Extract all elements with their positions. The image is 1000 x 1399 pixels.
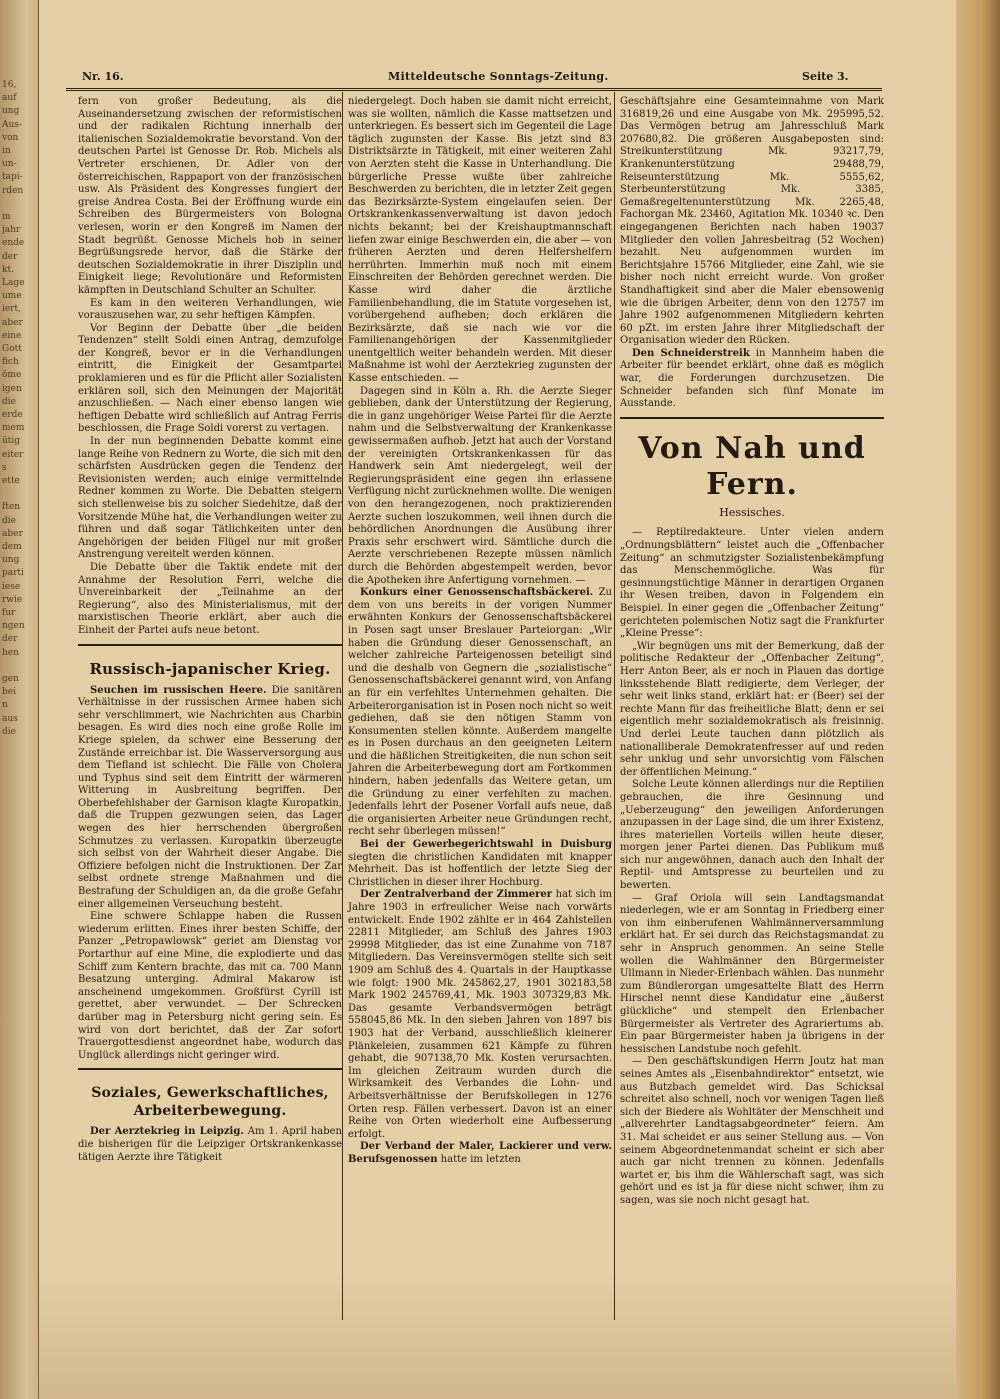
article-text (78, 1126, 342, 1164)
article-body: hatte im letzten (440, 1153, 521, 1165)
gutter-fragment: mem (2, 423, 25, 434)
gutter-fragment: m (2, 212, 11, 222)
gutter-fragment: der (2, 634, 18, 645)
article-body: hat sich im Jahre 1903 in erfreulicher Weise nach vorwärts entwickelt. Ende 1902 zählte er in 464 Zahlstellen 22811 Mitglieder, am Schluß des Jahres 1903 29998 Mitglieder, das ist eine Zunahme von 7187 Mitgliedern. Das Vereinsvermögen stellte sich seit 1909 am Schluß des 4. Quartals in der Hauptkasse wie folgt: 1900 Mk. 245862,27, 1901 302183,58 Mark 1902 245769,41, Mk. 1903 307329,83 Mk. Das gesamte Verbandsvermögen beträgt 558045,86 Mk. In den sieben Jahren von 1897 bis 1903 hat der Verband, ausschließlich kleinerer Plänkeleien, zusammen 621 Kämpfe zu führen gehabt, die 907138,70 Mk. Kosten verursachten. Im gleichen Zeitraum wurden durch die Wirksamkeit des Verbandes die Lohn- und Arbeitsverhältnisse der Berufskollegen in 1276 Orten resp. Fällen verbessert. Davon ist an einer Reihe von Orten wiederholt eine Aufbesserung erfolgt. (348, 889, 612, 1140)
gutter-fragment: in (2, 146, 11, 156)
article-subheading: Der Zentralverband der Zimmerer (360, 889, 553, 901)
gutter-fragment: ngen (2, 621, 25, 632)
gutter-fragment: n (2, 700, 8, 711)
gutter-fragment: eine (2, 330, 22, 341)
gutter-fragment: die (2, 396, 16, 407)
article-text: In der nun beginnenden Debatte kommt eine lange Reihe von Rednern zu Worte, die sich mit den schärfsten Ausdrücken gegen die Tendenz der Revisionisten werden; auch einige vermittelnde Redner kommen zu Worte. Die Debatten steigern sich stellenweise bis zu solcher Siedehitze, daß der Vorsitzende Mühe hat, die Verhandlungen weiter zu führen und daß sogar Tätlichkeiten unter den Angehörigen der beiden Flügel nur mit großer Anstrengung vereitelt werden können. (78, 436, 342, 561)
article-text: Es kam in den weiteren Verhandlungen, wie vorauszusehen war, zu sehr heftigen Kämpfen. (78, 297, 342, 322)
gutter-fragment: die (2, 726, 16, 737)
gutter-fragment: ume (2, 291, 22, 302)
gutter-fragment: Aus- (2, 119, 22, 130)
article-subheading: Seuchen im russischen Heere. (90, 684, 267, 696)
page-number: Seite 3. (802, 70, 849, 83)
article-body: Am 1. April haben die bisherigen für die Leipziger Ortskrankenkasse tätigen Aerzte ihre Tätigkeit (78, 1126, 342, 1163)
newspaper-title: Mitteldeutsche Sonntags-Zeitung. (388, 70, 609, 83)
article-text (348, 587, 612, 839)
article-text (348, 1141, 612, 1166)
gutter-fragment: erde (2, 410, 23, 420)
gutter-fragment: parti (2, 568, 24, 579)
article-text: Geschäftsjahre eine Gesamteinnahme von Mark 316819,26 und eine Ausgabe von Mk. 295995,52. Das Vermögen betrug am Jahresschluß Mark 207680,82. Die größeren Ausgabeposten sind: Streikunterstützung Mk. 93217,79, Krankenunterstützung 29488,79, Reiseunterstützung Mk. 5555,62, Sterbeunterstützung Mk. 3385, Gemaßregeltenunterstützung Mk. 2265,48, Fachorgan Mk. 23460, Agitation Mk. 10340 ꝛc. Den eingegangenen Berichten nach haben 19037 Mitglieder den vollen Jahresbeitrag (52 Wochen) bezahlt. Neu aufgenommen wurden im Berichtsjahre 15766 Mitglieder, eine Zahl, wie sie bisher noch nicht erreicht wurde. Von großer Standhaftigkeit sind aber die Maler ebensowenig wie die übrigen Arbeiter, denn von den 12757 im Jahre 1902 aufgenommenen Mitgliedern kehrten 60 pZt. im ersten Jahre ihrer Mitgliedschaft der Organisation wieder den Rücken. (620, 96, 884, 347)
section-heading-nah-und-fern: Von Nah und Fern. (638, 430, 866, 502)
article-text: Dagegen sind in Köln a. Rh. die Aerzte Sieger geblieben, dank der Unterstützung der Regierung, die in ganz ungehöriger Weise Partei für die Aerzte nahm und die Selbstverwaltung der Krankenkasse gewissermaßen aufhob. Jetzt hat auch der Vorstand der vereinigten Ortskrankenkassen für das Handwerk sein Amt niedergelegt, weil der Regierungspräsident eine gegen ihn erlassene Verfügung nicht zurücknehmen wollte. Die wenigen von den herangezogenen, noch praktizierenden Aerzte suchen loszukommen, weil ihnen durch die behördlichen Anordnungen die Ausübung ihrer Praxis sehr erschwert wird. Sämtliche durch die Aerzte verschriebenen Rezepte müssen nämlich durch die Behörden abgestempelt werden, bevor die Apotheken ihre Anfertigung vornehmen. — (348, 385, 612, 586)
gutter-fragment: tapi- (2, 172, 23, 183)
gutter-fragment: s (2, 462, 7, 473)
article-text: Vor Beginn der Debatte über „die beiden Tendenzen“ stellt Soldi einen Antrag, demzufolge der Kongreß, bevor er in die Verhandlungen eintritt, die Einigkeit der Gesamtpartei proklamieren und es für die Pflicht aller Sozialisten erklären soll, sich den Meinungen der Majorität anzuschließen. — Nach einer ebenso langen wie heftigen Debatte wird schließlich auf Antrag Ferris beschlossen, die Frage Soldi vorerst zu vertagen. (78, 322, 342, 435)
gutter-fragment: Gott (2, 344, 22, 354)
article-text: niedergelegt. Doch haben sie damit nicht erreicht, was sie wollten, nämlich die Kasse mattsetzen und unterkriegen. Es bessert sich im Gegenteil die Lage täglich zugunsten der Kasse. Bis jetzt sind 83 Distriktsärzte in Tätigkeit, mit einer weiteren Zahl von Aerzten steht die Kasse in Unterhandlung. Die bürgerliche Presse wußte über zahlreiche Beschwerden zu berichten, die in letzter Zeit gegen das Bezirksärzte-System eingelaufen seien. Der Ortskrankenkassenverwaltung ist davon jedoch nichts bekannt; bei der Kreishauptmannschaft liefen zwar einige Beschwerden ein, die aber — von früheren Aerzten und deren Helfershelfern herrührten. Immerhin muß noch mit einem Einschreiten der Behörden gerechnet werden. Die Kasse wird daher die ärztliche Familienbehandlung, die im Statute vorgesehen ist, vorübergehend aufheben; doch erklären die Bezirksärzte, daß sie nach wie vor die Familienangehörigen der Kassenmitglieder unentgeltlich weiter behandeln werden. Mit dieser Maßnahme ist wohl der Aerztekrieg zugunsten der Kasse entschieden. — (348, 96, 612, 385)
issue-number: Nr. 16. (82, 70, 124, 83)
gutter-fragment: von (2, 132, 19, 143)
gutter-fragment: iese (2, 581, 21, 592)
section-heading-war: Russisch-japanischer Krieg. (89, 659, 331, 678)
article-body: Zu dem von uns bereits in der vorigen Nummer erwähnten Konkurs der Genossenschaftsbäckerei in Posen sagt unser Breslauer Parteiorgan: „Wir haben die Gründung dieser Genossenschaft, an welcher zahlreiche Parteigenossen beteiligt sind und die deshalb von Gegnern die „sozialistische“ Genossenschaftsbäckerei genannt wird, von Anfang an für ein verfehltes Unternehmen gehalten. Die Arbeiterorganisation ist in Posen noch nicht so weit gediehen, daß sie den nötigen Stamm von Konsumenten stellen könnte. Außerdem mangelte es in Posen durchaus an den geeigneten Leitern und die häßlichen Streitigkeiten, die nun schon seit Jahren die Arbeiterbewegung dort am Fortkommen hindern, haben jedenfalls das Weitere getan, um die Gründung zu einer verfehlten zu machen. Jedenfalls lehrt der Posener Vorfall aufs neue, daß die organisierten Arbeiter neue Gründungen recht, recht sehr überlegen müssen!“ (348, 587, 612, 838)
page-edge-right (956, 0, 1000, 1399)
article-subheading: Der Verband der Maler, Lackierer und verw. Berufsgenossen (348, 1141, 612, 1165)
article-text (78, 685, 342, 912)
gutter-fragment: igen (2, 383, 22, 394)
gutter-fragment: un- (2, 159, 17, 170)
column-3 (620, 96, 884, 1208)
gutter-fragment: auf (2, 93, 17, 104)
column-rule (342, 92, 343, 1320)
article-subheading: Bei der Gewerbegerichtswahl in Duisburg (360, 839, 612, 851)
gutter-fragment: aus (2, 713, 18, 724)
gutter-fragment: fich (2, 357, 19, 368)
article-text: — Reptilredakteure. Unter vielen andern „Ordnungsblättern“ leistet auch die „Offenbacher Zeitung“ an schmutzigster Sozialistenbekämpfung das Menschenmögliche. Was für gesinnungstüchtige Männer in derartigen Organen ihr Wesen treiben, davon in Folgendem ein Beispiel. In einer gegen die „Offenbacher Zeitung“ gerichteten polemischen Notiz sagt die Frankfurter „Kleine Presse“: (620, 527, 884, 640)
section-heading-social: Soziales, Gewerkschaftliches, Arbeiterbewegung. (91, 1085, 329, 1120)
article-text: Die Debatte über die Taktik endete mit der Annahme der Resolution Ferri, welche die Unvereinbarkeit der „Teilnahme an der Regierung“, also des Ministerialismus, mit der marxistischen Theorie erklärt, aber auch die Einheit der Partei aufs neue betont. (78, 561, 342, 636)
gutter-fragment: die (2, 515, 16, 526)
gutter-fragment: hen (2, 647, 19, 658)
gutter-fragment: gen (2, 674, 19, 684)
article-text: Eine schwere Schlappe haben die Russen wiederum erlitten. Eines ihrer besten Schiffe, der Panzer „Petropawlowsk“ geriet am Dienstag vor Portarthur auf eine Mine, die explodierte und das Schiff zum Kentern brachte, das mit ca. 700 Mann Besatzung unterging. Admiral Makarow ist anscheinend umgekommen. Großfürst Cyrill ist gerettet, aber verwundet. — Der Schrecken darüber mag in Petersburg nicht gering sein. Es wird von dort berichtet, daß der Zar sofort Trauergottesdienst angeordnet habe, wodurch das Unglück allerdings nicht geringer wird. (78, 911, 342, 1061)
subsection-heading: Hessisches. (719, 505, 785, 519)
section-rule (620, 417, 884, 419)
gutter-fragment: aber (2, 528, 23, 539)
gutter-fragment: rwie (2, 594, 23, 605)
gutter-fragment: eiter (2, 449, 24, 460)
article-text: fern von großer Bedeutung, als die Auseinandersetzung zwischen der reformistischen und der radikalen Richtung innerhalb der italienischen Sozialdemokratie bevorstand. Von der deutschen Partei ist Genosse Dr. Rob. Michels als Vertreter erschienen, Dr. Adler von der österreichischen, Rappaport von der französischen usw. Als Präsident des Kongresses fungiert der greise Andrea Costa. Bei der Eröffnung wurde ein Schreiben des Bürgermeisters von Bologna verlesen, worin er den Kongreß im Namen der Stadt begrüßt. Genosse Michels hob in seiner Begrüßungsrede hervor, daß die Stärke der deutschen Sozialdemokratie in ihrer Disziplin und Einigkeit liege; Revolutionäre und Reformisten kämpften in Deutschland Schulter an Schulter. (78, 96, 342, 296)
article-subheading: Den Schneiderstreik (632, 347, 750, 359)
column-1 (78, 96, 342, 1164)
article-text: „Wir begnügen uns mit der Bemerkung, daß der politische Redakteur der „Offenbacher Zeitung“, Herr Anton Beer, als er noch in Plauen das dortige linksstehende Blatt redigierte, dem Verleger, der sehr weit links stand, erklärt hat: er (Beer) sei der rechte Mann für das freiheitliche Blatt; denn er sei eigentlich mehr sozialdemokratisch als freisinnig. Und derlei Leute tauchen dann plötzlich als nationalliberale Demokratenfresser auf und reden sehr unklug und sehr unvorsichtig vom Fälschen der öffentlichen Meinung.“ (620, 640, 884, 778)
article-text (620, 348, 884, 411)
article-subheading: Konkurs einer Genossenschaftsbäckerei. (360, 587, 594, 599)
gutter-fragment: bei (2, 687, 16, 698)
header-rule (66, 88, 882, 91)
gutter-fragment: öme (2, 370, 22, 381)
article-body: Die sanitären Verhältnisse in der russischen Armee haben sich sehr verschlimmert, wie Nachrichten aus Charbin besagen. Es wird dies noch eine große Rolle im Kriege spielen, da schwer eine Besserung der Zustände erreichbar ist. Die Wasserversorgung aus dem Tiefland ist schlecht. Die Fälle von Cholera und Typhus sind seit dem Eintritt der wärmeren Witterung in Ausbreitung begriffen. Der Oberbefehlshaber der Garnison klagte Kuropatkin, daß die Truppen gezwungen seien, das Lager wegen des hier herrschenden übergroßen Schmutzes zu verlassen. Kuropatkin überzeugte sich selbst von der Wahrheit dieser Angabe. Die Offiziere befolgen nicht die Instruktionen. Der Zar selbst ordnete strenge Maßnahmen und die Bestrafung der Schuldigen an, da die große Gefahr einer allgemeinen Verseuchung besteht. (78, 684, 342, 910)
gutter-fragment: ung (2, 555, 20, 566)
gutter-fragment: fur (2, 608, 16, 618)
section-rule (78, 1068, 342, 1070)
gutter-fragment: iert, (2, 304, 21, 315)
gutter-fragment: ften (2, 502, 21, 513)
article-subheading: Der Aerztekrieg in Leipzig. (90, 1126, 244, 1138)
gutter-fragment: kt. (2, 264, 14, 275)
article-body: siegten die christlichen Kandidaten mit knapper Mehrheit. Das ist hoffentlich der letzte Sieg der Christlichen in dieser ihrer Hochburg. (348, 851, 612, 888)
gutter-fragment: ende (2, 238, 25, 249)
gutter-fragment: jahr (2, 225, 21, 236)
gutter-fragment: ung (2, 106, 20, 117)
column-2 (348, 96, 612, 1166)
gutter-fragment: Lage (2, 278, 25, 288)
article-text: Solche Leute können allerdings nur die Reptilien gebrauchen, die ihre Gesinnung und „Ueberzeugung“ den jeweiligen Anforderungen anzupassen in der Lage sind, die um ihrer Existenz, ihres materiellen Vorteils willen heute dieser, morgen jener Partei dienen. Das Publikum muß sich nur angewöhnen, danach auch den Inhalt der Reptil- und Amtspresse zu beurteilen und zu bewerten. (620, 779, 884, 892)
gutter-fragment: dem (2, 542, 22, 552)
article-text (348, 889, 612, 1141)
gutter-fragment: aber (2, 317, 23, 328)
column-rule (614, 92, 615, 1320)
article-text: — Den geschäftskundigen Herrn Joutz hat man seines Amtes als „Eisenbahndirektor“ entsetzt, wie aus Butzbach gemeldet wird. Das Schicksal schreitet also schnell, noch vor wenigen Tagen ließ sich der Biedere als Wohltäter der Menschheit und „allverehrter Landtagsabgeordneter“ feiern. Am 31. Mai scheidet er aus seiner Stellung aus. — Von seinem Abgeordnetenmandat scheint er sich aber auch gar nicht trennen zu können. Jedenfalls wartet er, bis ihm die Wählerschaft sagt, was sich gehört und es ist ja für diese nicht schwer, ihm zu sagen, was sie noch nicht gesagt hat. (620, 1056, 884, 1206)
article-body: in Mannheim haben die Arbeiter für beendet erklärt, ohne daß es möglich war, die Forderungen durchzusetzen. Die Schneider befanden sich fünf Monate im Ausstande. (620, 347, 885, 410)
article-text: — Graf Oriola will sein Landtagsmandat niederlegen, wie er am Sonntag in Friedberg einer von ihm einberufenen Wahlmännerversammlung erklärt hat. Er sei durch das Reichstagsmandat zu sehr in Anspruch genommen. An seine Stelle wollen die Wahlmänner den Bürgermeister Ullmann in Nieder-Erlenbach wählen. Das nunmehr zum Bündlerorgan umgesattelte Blatt des Herrn Hirschel nennt diese Kandidatur eine „äußerst glückliche“ und stempelt den Erlenbacher Bürgermeister als Vertreter des Agrariertums ab. Ein paar Bürgermeister haben ja übrigens in der hessischen Landstube noch gefehlt. (620, 892, 884, 1055)
section-rule (78, 644, 342, 646)
article-text (348, 839, 612, 889)
gutter-fragment: rden (2, 185, 24, 196)
gutter-fragment: ette (2, 476, 20, 486)
gutter-fragment: ütig (2, 436, 21, 447)
page-shadow (38, 1269, 956, 1399)
gutter-fragment: der (2, 251, 18, 262)
gutter-fragment: 16, (2, 80, 17, 90)
